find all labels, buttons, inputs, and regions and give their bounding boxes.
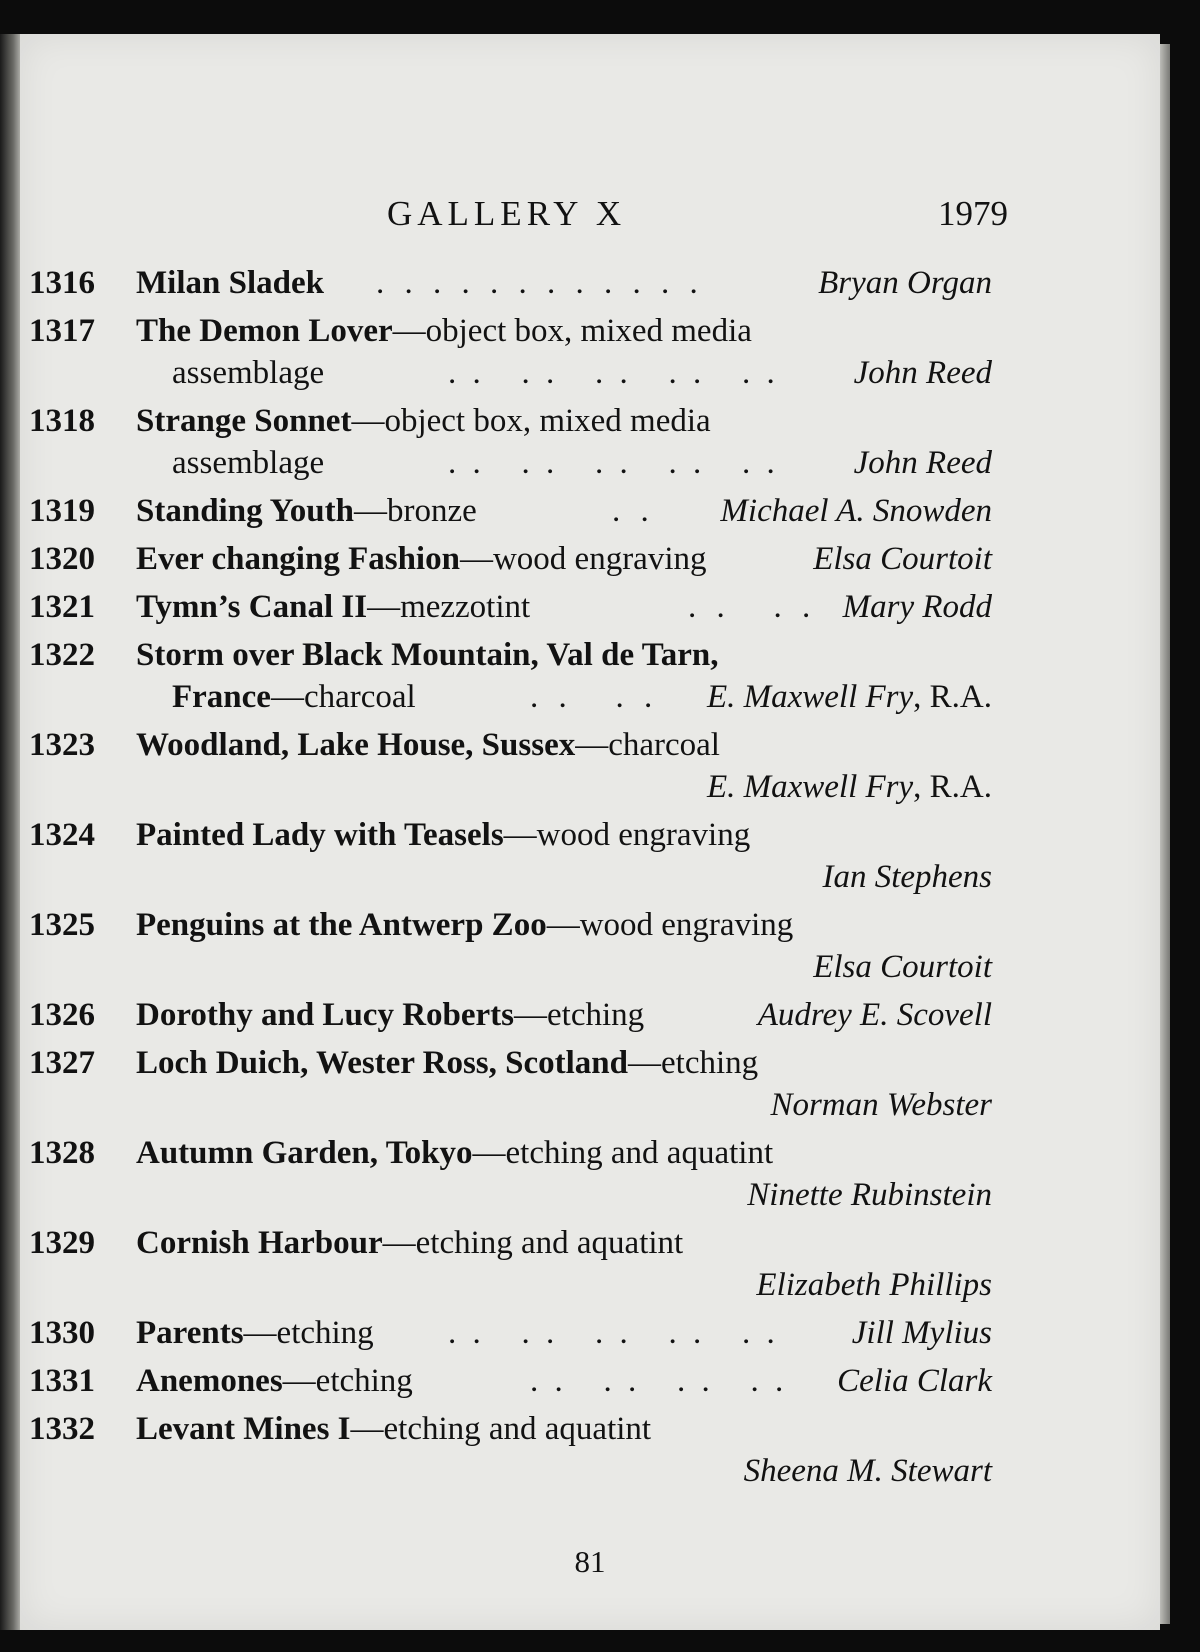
artist-name: E. Maxwell Fry, R.A. [706, 679, 992, 715]
dot-leader: . . . . . . . . . . [448, 445, 779, 481]
artist-honours: , R.A. [913, 769, 992, 805]
page-number: 81 [574, 1544, 606, 1579]
catalogue-entry [20, 490, 1160, 532]
artwork-title: Loch Duich, Wester Ross, Scotland [136, 1045, 629, 1081]
dot-leader: . . . . . . . . [530, 1363, 788, 1399]
entry-number: 1330 [29, 1315, 95, 1351]
entry-number: 1321 [29, 589, 95, 625]
artist-name: Sheena M. Stewart [743, 1453, 992, 1489]
catalogue-entry [20, 724, 1160, 808]
catalogue-entry [20, 1408, 1160, 1492]
catalogue-entry [20, 994, 1160, 1036]
artist-name: Elsa Courtoit [813, 541, 992, 577]
artwork-title: Milan Sladek [136, 265, 324, 301]
entry-number: 1318 [29, 403, 95, 439]
catalogue-entry [20, 1312, 1160, 1354]
entry-number: 1327 [29, 1045, 95, 1081]
artwork-medium: —etching [282, 1363, 413, 1399]
artwork-title: Tymn’s Canal II [136, 589, 368, 625]
catalogue-entry [20, 586, 1160, 628]
entry-number: 1332 [29, 1411, 95, 1447]
artwork-title: Parents [136, 1315, 244, 1351]
entry-number: 1316 [29, 265, 95, 301]
entry-number: 1324 [29, 817, 95, 853]
entry-number: 1328 [29, 1135, 95, 1171]
artist-name: Elizabeth Phillips [756, 1267, 992, 1303]
artwork-title: Dorothy and Lucy Roberts [136, 997, 515, 1033]
artist-name: Mary Rodd [842, 589, 992, 625]
entry-number: 1325 [29, 907, 95, 943]
artwork-medium: —object box, mixed media [392, 313, 752, 349]
artist-name: Bryan Organ [818, 265, 992, 301]
artwork-medium: —wood engraving [546, 907, 794, 943]
artwork-title: Penguins at the Antwerp Zoo [136, 907, 547, 943]
entry-number: 1329 [29, 1225, 95, 1261]
artwork-title: Autumn Garden, Tokyo [136, 1135, 473, 1171]
artwork-medium: —etching [514, 997, 645, 1033]
artwork-medium: —bronze [353, 493, 477, 529]
catalogue-entry [20, 634, 1160, 718]
artwork-title: Woodland, Lake House, Sussex [136, 727, 576, 763]
artwork-title: Storm over Black Mountain, Val de Tarn, [136, 637, 719, 673]
artist-name: E. Maxwell Fry, R.A. [706, 769, 992, 805]
dot-leader: . . [612, 493, 655, 529]
artwork-medium: —etching [243, 1315, 374, 1351]
catalogue-entry [20, 1132, 1160, 1216]
catalogue-entry [20, 262, 1160, 304]
artwork-title: Levant Mines I [136, 1411, 351, 1447]
artwork-medium: —wood engraving [459, 541, 707, 577]
artist-name: Norman Webster [770, 1087, 992, 1123]
artwork-title-continued: France [172, 679, 271, 715]
artwork-medium-continued: assemblage [172, 445, 325, 481]
book-spine [0, 34, 22, 1630]
artwork-title: Painted Lady with Teasels [136, 817, 504, 853]
catalogue-entry [20, 904, 1160, 988]
artist-name: Elsa Courtoit [813, 949, 992, 985]
artwork-medium: —wood engraving [503, 817, 751, 853]
artist-name: Ninette Rubinstein [747, 1177, 992, 1213]
artwork-medium: —etching and aquatint [472, 1135, 774, 1171]
catalogue-entry [20, 310, 1160, 394]
artist-name: Audrey E. Scovell [757, 997, 992, 1033]
dot-leader: . . . . . . . . . . . . [376, 265, 704, 301]
artwork-title: Anemones [136, 1363, 283, 1399]
entry-number: 1331 [29, 1363, 95, 1399]
catalogue-entry [20, 1042, 1160, 1126]
entry-number: 1323 [29, 727, 95, 763]
artwork-medium: —charcoal [575, 727, 720, 763]
artwork-title: Cornish Harbour [136, 1225, 383, 1261]
catalogue-entry [20, 538, 1160, 580]
artwork-medium: —etching and aquatint [350, 1411, 652, 1447]
catalogue-entry [20, 400, 1160, 484]
artwork-medium: —etching and aquatint [382, 1225, 684, 1261]
artwork-medium: —etching [628, 1045, 759, 1081]
artwork-medium-continued: assemblage [172, 355, 325, 391]
catalogue-entry [20, 814, 1160, 898]
artwork-title: Standing Youth [136, 493, 354, 529]
artwork-title: Strange Sonnet [136, 403, 352, 439]
catalogue-page [20, 34, 1160, 1630]
page-edge [1160, 44, 1170, 1624]
entry-number: 1319 [29, 493, 95, 529]
entry-number: 1322 [29, 637, 95, 673]
artwork-title: Ever changing Fashion [136, 541, 460, 577]
artist-name: Ian Stephens [822, 859, 992, 895]
artist-name: Michael A. Snowden [720, 493, 992, 529]
entry-list [20, 262, 1160, 1492]
catalogue-entry [20, 1222, 1160, 1306]
entry-number: 1317 [29, 313, 95, 349]
artist-name: Celia Clark [837, 1363, 992, 1399]
artist-honours: , R.A. [913, 679, 992, 715]
artist-name: Jill Mylius [851, 1315, 992, 1351]
artwork-medium: —mezzotint [367, 589, 531, 625]
dot-leader: . . . . [530, 679, 659, 715]
artwork-medium: —object box, mixed media [351, 403, 711, 439]
entry-number: 1326 [29, 997, 95, 1033]
artist-name: John Reed [853, 355, 992, 391]
catalogue-entry [20, 1360, 1160, 1402]
dot-leader: . . . . [688, 589, 817, 625]
gallery-title: GALLERY X [387, 194, 627, 233]
dot-leader: . . . . . . . . . . [448, 1315, 779, 1351]
artwork-medium: —charcoal [270, 679, 416, 715]
catalogue-year: 1979 [938, 194, 1008, 233]
dot-leader: . . . . . . . . . . [448, 355, 779, 391]
artwork-title: The Demon Lover [136, 313, 393, 349]
entry-number: 1320 [29, 541, 95, 577]
page-header [20, 194, 1160, 238]
artist-name: John Reed [853, 445, 992, 481]
